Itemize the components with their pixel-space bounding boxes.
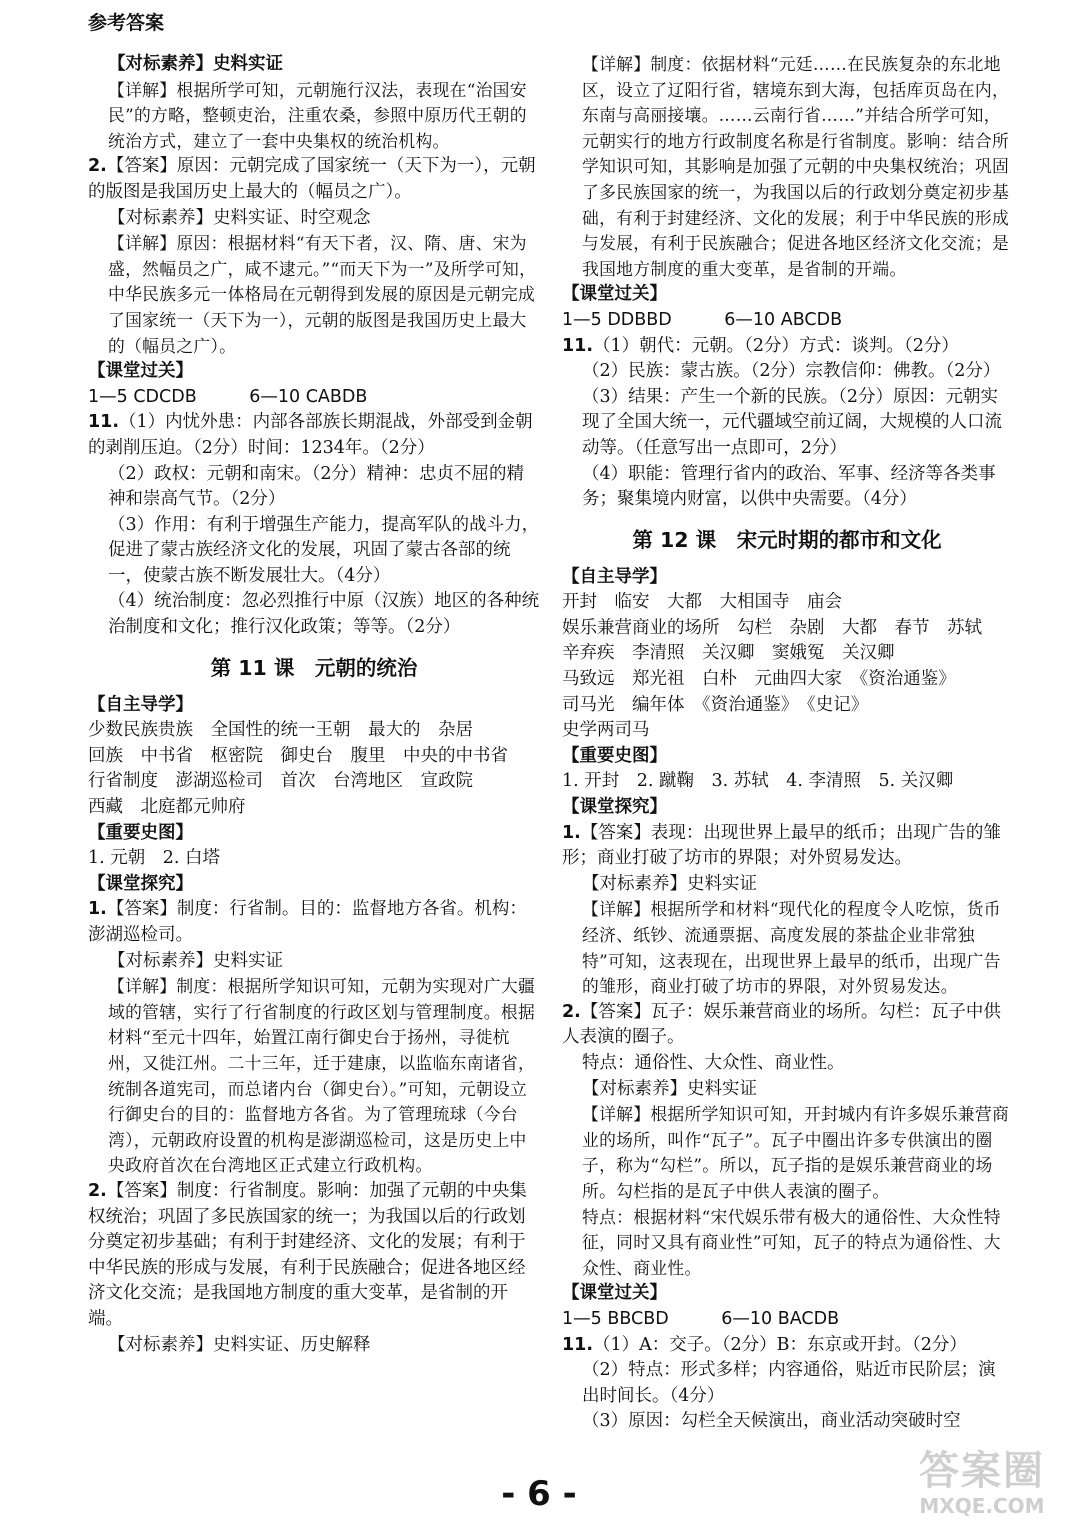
answer-item	[88, 410, 540, 461]
section-label: 【自主导学】	[88, 694, 193, 715]
item-number: 2.	[88, 1180, 107, 1201]
section-label: 【自主导学】	[562, 566, 667, 587]
section-label: 【重要史图】	[562, 745, 667, 766]
lesson-heading: 第 12 课 宋元时期的都市和文化	[632, 527, 942, 552]
right-column	[562, 52, 1012, 1435]
answer-text: 【答案】瓦子：娱乐兼营商业的场所。勾栏：瓦子中供人表演的圈子。	[562, 1001, 1001, 1048]
answer-item	[88, 897, 540, 948]
answer-text: （1）朝代：元朝。（2分）方式：谈判。（2分）	[593, 335, 959, 356]
left-column	[88, 52, 540, 1358]
answer-text: 【答案】表现：出现世界上最早的纸币；出现广告的雏形；商业打破了坊市的界限；对外贸易发达。	[562, 822, 1001, 869]
competency-line: 【对标素养】史料实证	[108, 54, 283, 74]
keyword-line: 娱乐兼营商业的场所 勾栏 杂剧 大都 春节 苏轼	[562, 617, 982, 638]
explanation-text: 【详解】制度：依据材料“元廷……在民族复杂的东北地区，设立了辽阳行省，辖境东到大海，包括库页岛在内，东南与高丽接壤。……云南行省……”并结合所学可知，元朝实行的地方行政制度名称是行省制度。影响：结合所学知识可知，其影响是加强了元朝的中央集权统治；巩固了多民族国家的统一，为我国以后的行政划分奠定初步基础，有利于封建经济、文化的发展；利于中华民族的形成与发展，有利于民族融合；促进各地区经济文化交流；是我国地方制度的重大变革，是省制的开端。	[582, 54, 1010, 279]
answer-item	[88, 154, 540, 205]
competency-line: 【对标素养】史料实证	[582, 1078, 757, 1099]
competency-line: 【对标素养】史料实证	[582, 873, 757, 894]
choice-answers: 1—5 DDBBD 6—10 ABCDB	[562, 309, 843, 330]
explanation-text: 【详解】制度：根据所学知识可知，元朝为实现对广大疆域的管辖，实行了行省制度的行政区划与管理制度。根据材料“至元十四年，始置江南行御史台于扬州，寻徙杭州，又徙江州。二十三年，迁于建康，以监临东南诸省，统制各道宪司，而总诸内台（御史台）。”可知，元朝设立行御史台的目的：监督地方各省。为了管理琉球（今台湾），元朝政府设置的机构是澎湖巡检司，这是历史上中央政府首次在台湾地区正式建立行政机构。	[108, 976, 536, 1176]
item-number: 11.	[88, 412, 120, 433]
item-number: 11.	[562, 335, 594, 356]
section-label: 【课堂探究】	[88, 873, 193, 894]
watermark-logo	[898, 1448, 1066, 1528]
item-number: 11.	[562, 1334, 594, 1355]
keyword-line: 司马光 编年体 《资治通鉴》 《史记》	[562, 694, 869, 715]
keyword-line: 史学两司马	[562, 720, 650, 741]
lesson-heading: 第 11 课 元朝的统治	[210, 655, 418, 680]
competency-line: 【对标素养】史料实证、时空观念	[108, 207, 371, 228]
answer-text: 【答案】原因：元朝完成了国家统一（天下为一），元朝的版图是我国历史上最大的（幅员之广）。	[88, 156, 536, 202]
answer-text: （4）职能：管理行省内的政治、军事、经济等各类事务；聚集境内财富，以供中央需要。（4分）	[582, 463, 996, 510]
page-header: 参考答案	[88, 12, 165, 34]
section-label: 【课堂过关】	[562, 284, 667, 305]
section-label: 【课堂过关】	[88, 361, 193, 382]
answer-text: 1. 元朝 2. 白塔	[88, 848, 221, 869]
keyword-line: 开封 临安 大都 大相国寺 庙会	[562, 592, 842, 613]
answer-text: （1）A：交子。（2分）B：东京或开封。（2分）	[593, 1334, 967, 1355]
watermark-url: MXQE.COM	[919, 1494, 1045, 1518]
keyword-line: 辛弃疾 李清照 关汉卿 窦娥冤 关汉卿	[562, 643, 895, 664]
keyword-line: 少数民族贵族 全国性的统一王朝 最大的 杂居	[88, 720, 473, 741]
keyword-line: 马致远 郑光祖 白朴 元曲四大家 《资治通鉴》	[562, 669, 956, 690]
item-number: 1.	[562, 822, 581, 843]
section-label: 【课堂探究】	[562, 797, 667, 818]
item-number: 2.	[562, 1001, 581, 1022]
keyword-line: 西藏 北庭都元帅府	[88, 797, 246, 818]
explanation-text: 【详解】根据所学和材料“现代化的程度令人吃惊，货币经济、纸钞、流通票据、高度发展的茶盐企业非常独特”可知，这表现在，出现世界上最早的纸币，出现广告的雏形，商业打破了坊市的界限，对外贸易发达。	[582, 899, 1001, 997]
answer-text: （3）作用：有利于增强生产能力，提高军队的战斗力，促进了蒙古族经济文化的发展，巩固了蒙古各部的统一，使蒙古族不断发展壮大。（4分）	[108, 514, 540, 586]
answer-text: （2）特点：形式多样；内容通俗，贴近市民阶层；演出时间长。（4分）	[582, 1360, 996, 1406]
explanation-text: 【详解】根据所学可知，元朝施行汉法，表现在“治国安民”的方略，整顿吏治，注重农桑，参照中原历代王朝的统治方式，建立了一套中央集权的统治机构。	[108, 79, 527, 151]
answer-item	[88, 1179, 540, 1333]
competency-line: 【对标素养】史料实证	[108, 950, 283, 971]
explanation-text: 【详解】原因：根据材料“有天下者，汉、隋、唐、宋为盛，然幅员之广，咸不逮元。”“而天下为一”及所学可知，中华民族多元一体格局在元朝得到发展的原因是元朝完成了国家统一（天下为一），元朝的版图是我国历史上最大的（幅员之广）。	[108, 233, 537, 356]
answer-text: 【答案】制度：行省制。目的：监督地方各省。机构：澎湖巡检司。	[88, 899, 527, 945]
section-label: 【重要史图】	[88, 822, 193, 843]
page-number: - 6 -	[501, 1474, 577, 1514]
answer-text: （3）原因：勾栏全天候演出，商业活动突破时空	[582, 1411, 961, 1432]
answer-text: 1. 开封 2. 蹴鞠 3. 苏轼 4. 李清照 5. 关汉卿	[562, 771, 954, 792]
answer-item	[562, 334, 1012, 360]
choice-answers: 1—5 BBCBD 6—10 BACDB	[562, 1308, 840, 1329]
section-label: 【课堂过关】	[562, 1283, 667, 1304]
keyword-line: 回族 中书省 枢密院 御史台 腹里 中央的中书省	[88, 745, 508, 766]
answer-text: （2）民族：蒙古族。（2分）宗教信仰：佛教。（2分）	[582, 361, 1001, 382]
answer-text: （1）内忧外患：内部各部族长期混战，外部受到金朝的剥削压迫。（2分）时间：1234年。（2分）	[88, 412, 533, 458]
answer-text: 特点：通俗性、大众性、商业性。	[582, 1052, 845, 1073]
choice-answers: 1—5 CDCDB 6—10 CABDB	[88, 386, 368, 407]
keyword-line: 行省制度 澎湖巡检司 首次 台湾地区 宣政院	[88, 771, 473, 792]
explanation-text: 特点：根据材料“宋代娱乐带有极大的通俗性、大众性特征，同时又具有商业性”可知，瓦子的特点为通俗性、大众性、商业性。	[582, 1206, 1001, 1278]
answer-item	[562, 1333, 1012, 1359]
answer-text: （2）政权：元朝和南宋。（2分）精神：忠贞不屈的精神和崇高气节。（2分）	[108, 463, 525, 510]
answer-item	[562, 1000, 1012, 1051]
watermark-logo-text: 答案圈	[919, 1448, 1045, 1494]
competency-line: 【对标素养】史料实证、历史解释	[108, 1334, 371, 1355]
item-number: 2.	[88, 156, 107, 177]
answer-text: 【答案】制度：行省制度。影响：加强了元朝的中央集权统治；巩固了多民族国家的统一；为我国以后的行政划分奠定初步基础；有利于封建经济、文化的发展；有利于中华民族的形成与发展，有利于民族融合；促进各地区经济文化交流；是我国地方制度的重大变革，是省制的开端。	[88, 1180, 527, 1329]
answer-text: （3）结果：产生一个新的民族。（2分）原因：元朝实现了全国大统一，元代疆域空前辽阔，大规模的人口流动等。（任意写出一点即可，2分）	[582, 386, 1002, 458]
answer-item	[562, 821, 1012, 872]
explanation-text: 【详解】根据所学知识可知，开封城内有许多娱乐兼营商业的场所，叫作“瓦子”。瓦子中圈出许多专供演出的圈子，称为“勾栏”。所以，瓦子指的是娱乐兼营商业的场所。勾栏指的是瓦子中供人表演的圈子。	[582, 1104, 1010, 1201]
answer-text: （4）统治制度：忽必烈推行中原（汉族）地区的各种统治制度和文化；推行汉化政策；等等。（2分）	[108, 591, 540, 638]
item-number: 1.	[88, 899, 107, 920]
